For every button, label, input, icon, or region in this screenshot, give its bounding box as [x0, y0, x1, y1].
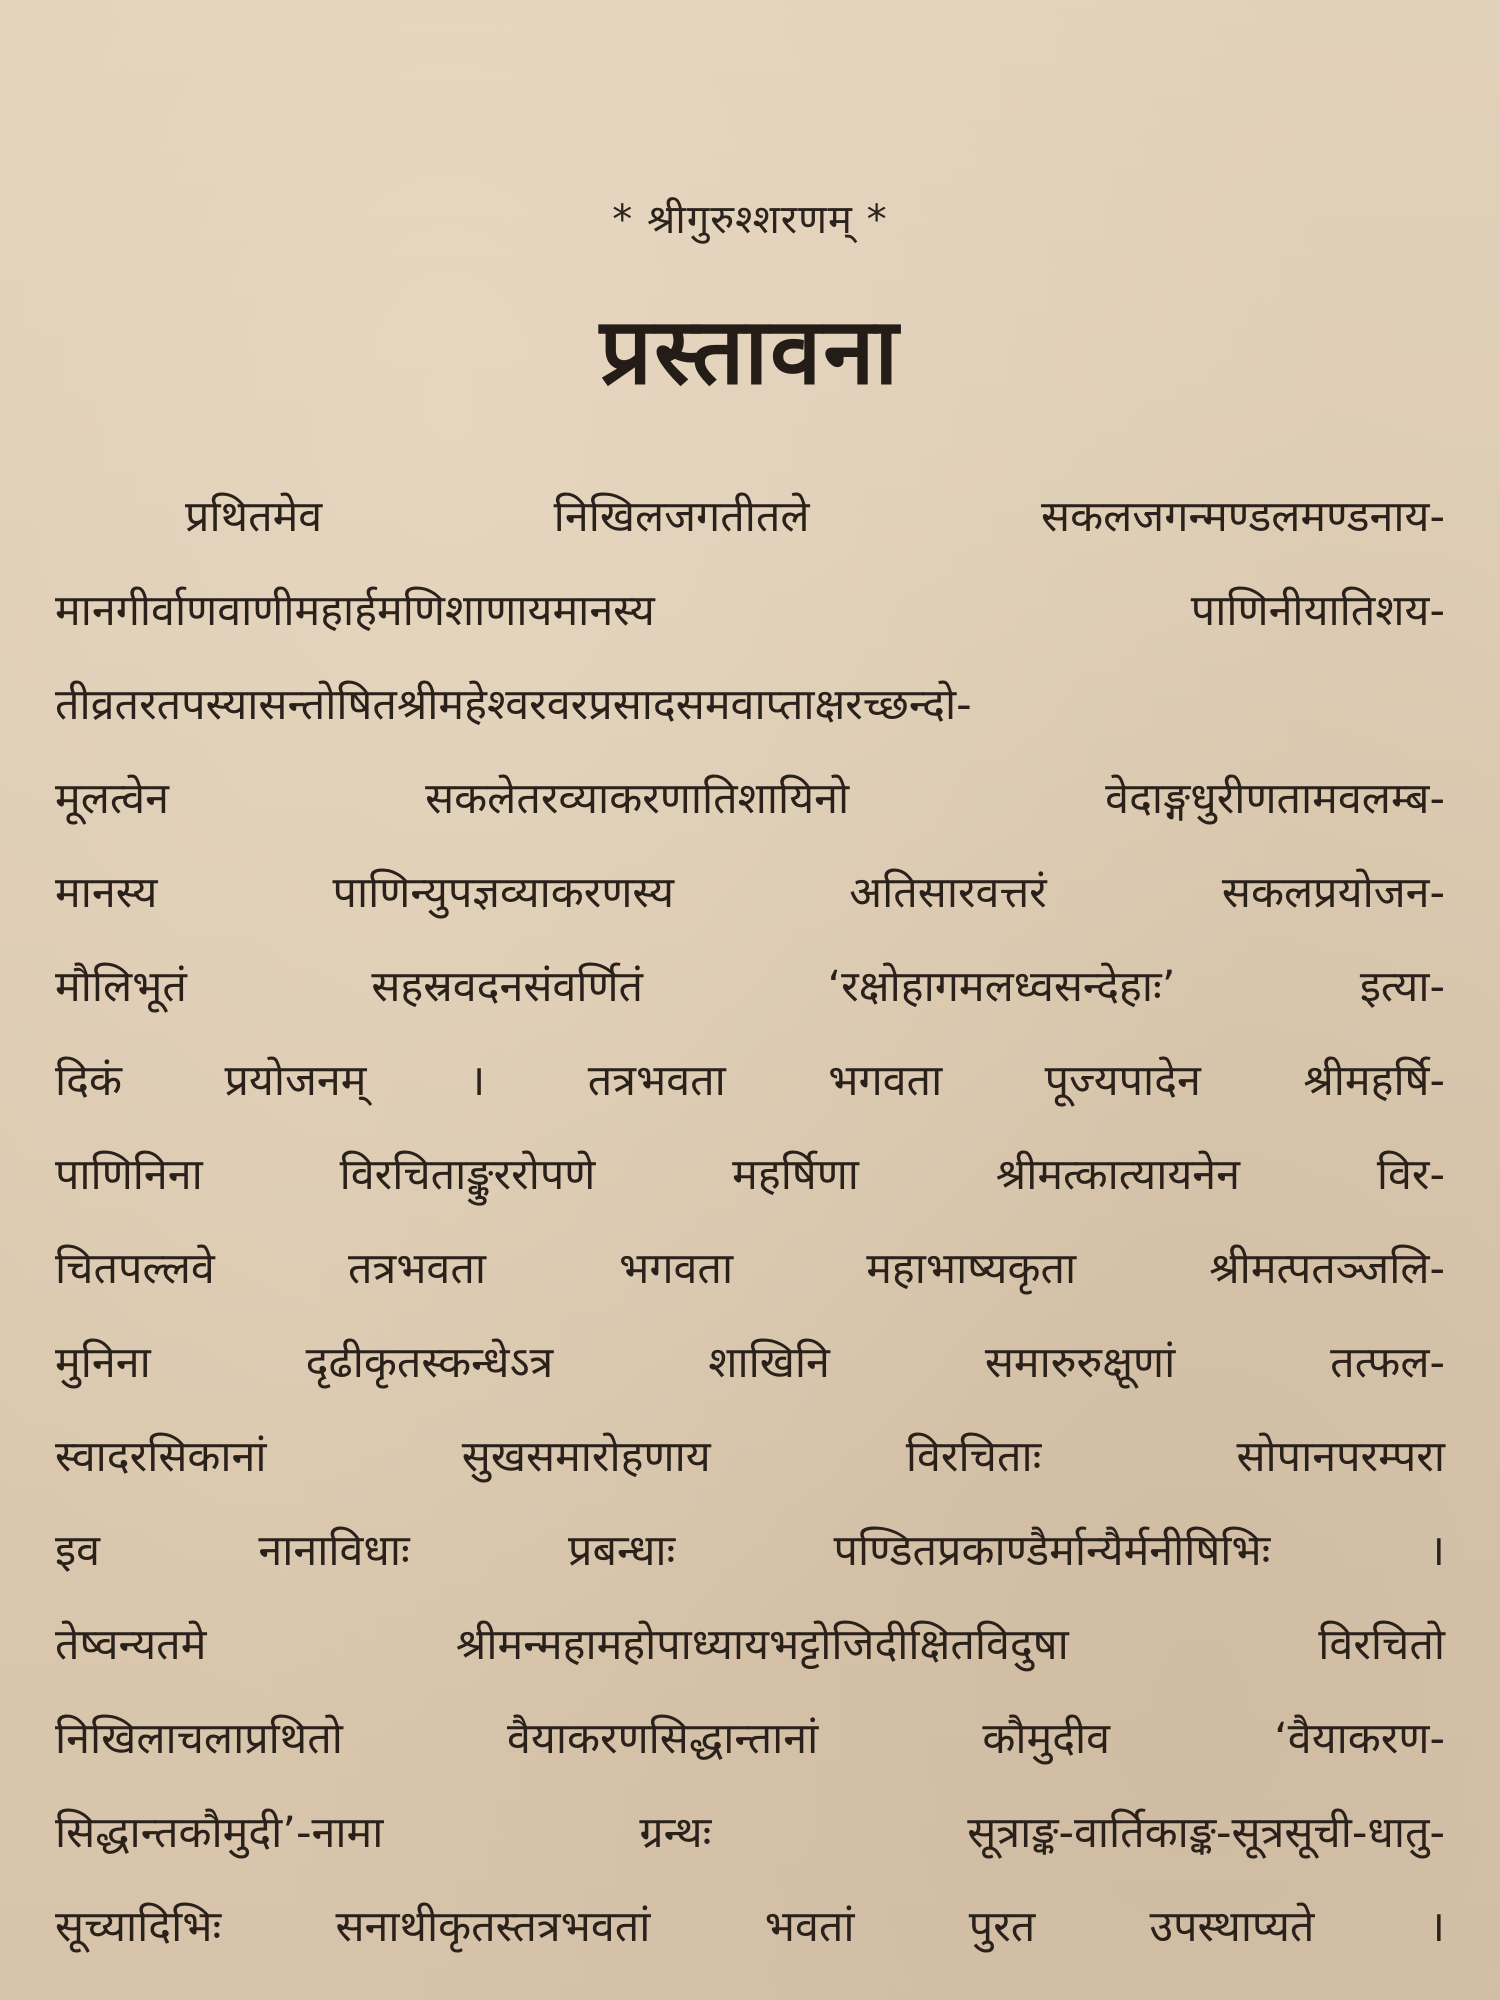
- text-line: मौलिभूतं सहस्रवदनसंवर्णितं ‘रक्षोहागमलध्वसन्देहाः’ इत्या-: [55, 962, 1445, 1012]
- invocation-line: * श्रीगुरुश्शरणम् *: [612, 197, 888, 243]
- text-line: दिकं प्रयोजनम् । तत्रभवता भगवता पूज्यपादेन श्रीमहर्षि-: [55, 1056, 1445, 1106]
- text-line: मानगीर्वाणवाणीमहार्हमणिशाणायमानस्य पाणिनीयातिशय-: [55, 586, 1445, 636]
- text-line: पाणिनिना विरचिताङ्कुररोपणे महर्षिणा श्रीमत्कात्यायनेन विर-: [55, 1150, 1445, 1200]
- text-line: इव नानाविधाः प्रबन्धाः पण्डितप्रकाण्डैर्मान्यैर्मनीषिभिः ।: [55, 1526, 1445, 1576]
- text-line: स्वादरसिकानां सुखसमारोहणाय विरचिताः सोपानपरम्परा: [55, 1432, 1445, 1482]
- text-line: प्रथितमेव निखिलजगतीतले सकलजगन्मण्डलमण्डनाय-: [185, 492, 1445, 542]
- text-line: तेष्वन्यतमे श्रीमन्महामहोपाध्यायभट्टोजिदीक्षितविदुषा विरचितो: [55, 1620, 1445, 1670]
- text-line: निखिलाचलाप्रथितो वैयाकरणसिद्धान्तानां कौमुदीव ‘वैयाकरण-: [55, 1714, 1445, 1764]
- text-line: सिद्धान्तकौमुदी’-नामा ग्रन्थः सूत्राङ्क-वार्तिकाङ्क-सूत्रसूची-धातु-: [55, 1808, 1445, 1858]
- page-title: प्रस्तावना: [599, 298, 901, 405]
- text-line: मूलत्वेन सकलेतरव्याकरणातिशायिनो वेदाङ्गधुरीणतामवलम्ब-: [55, 774, 1445, 824]
- text-line: तीव्रतरतपस्यासन्तोषितश्रीमहेश्वरवरप्रसादसमवाप्ताक्षरच्छन्दो-: [55, 680, 972, 730]
- text-line: मानस्य पाणिन्युपज्ञव्याकरणस्य अतिसारवत्तरं सकलप्रयोजन-: [55, 868, 1445, 918]
- body-paragraph: [55, 470, 1445, 1974]
- text-line: सूच्यादिभिः सनाथीकृतस्तत्रभवतां भवतां पुरत उपस्थाप्यते ।: [55, 1902, 1445, 1952]
- text-line: मुनिना दृढीकृतस्कन्धेऽत्र शाखिनि समारुरुक्षूणां तत्फल-: [55, 1338, 1445, 1388]
- text-line: चितपल्लवे तत्रभवता भगवता महाभाष्यकृता श्रीमत्पतञ्जलि-: [55, 1244, 1445, 1294]
